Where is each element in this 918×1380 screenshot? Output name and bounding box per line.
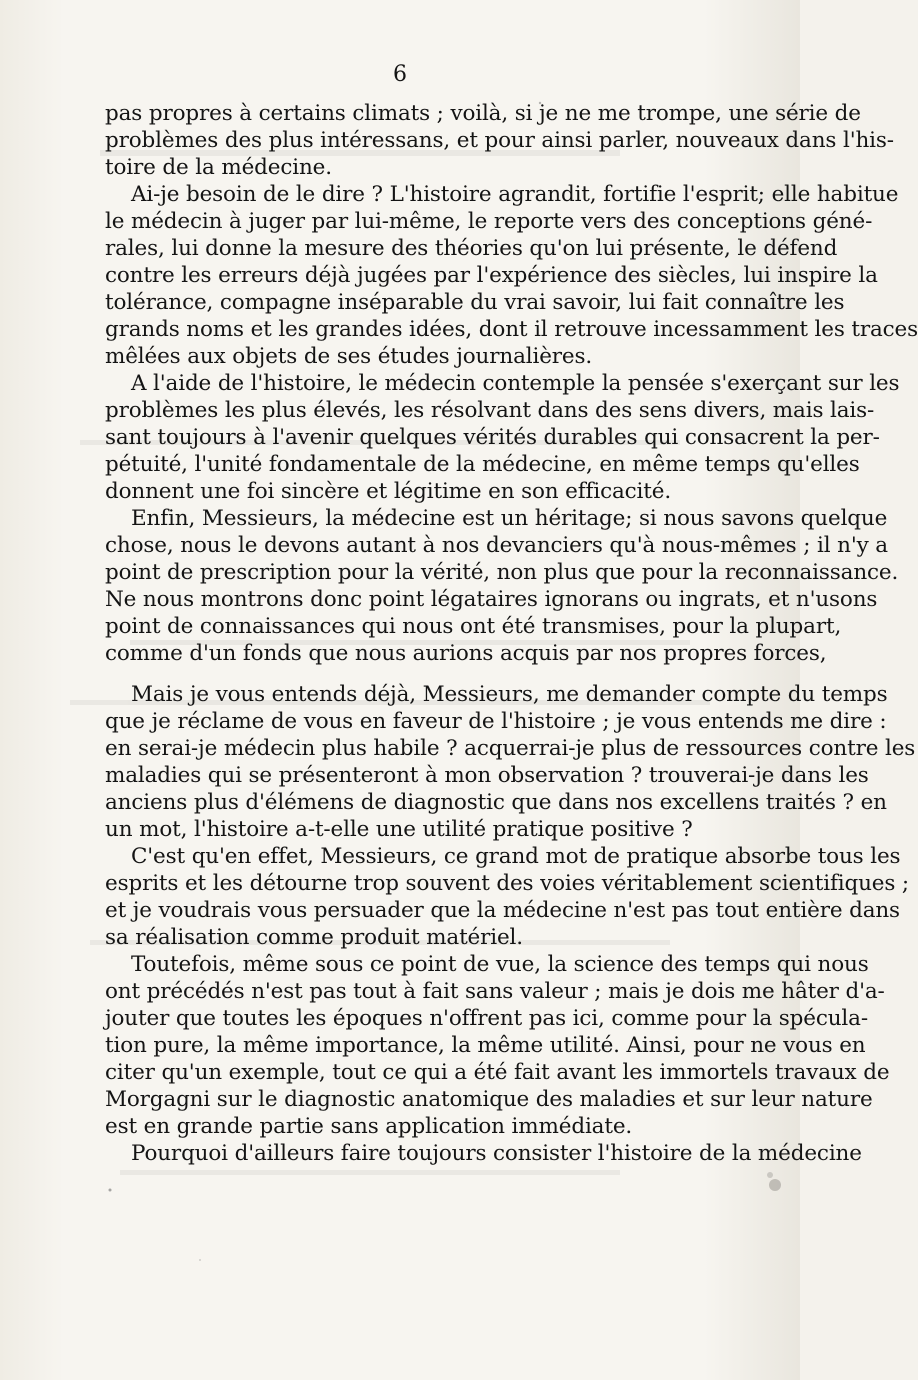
body-text xyxy=(105,100,918,1167)
text-line: comme d'un fonds que nous aurions acquis par nos propres forces, xyxy=(105,641,827,666)
text-line: sa réalisation comme produit matériel. xyxy=(105,925,523,950)
text-line: en serai-je médecin plus habile ? acquerrai-je plus de ressources contre les xyxy=(105,736,916,761)
text-line: Pourquoi d'ailleurs faire toujours consister l'histoire de la médecine xyxy=(131,1141,862,1166)
text-line: anciens plus d'élémens de diagnostic que dans nos excellens traités ? en xyxy=(105,790,887,815)
text-line: rales, lui donne la mesure des théories qu'on lui présente, le défend xyxy=(105,236,838,261)
text-line: A l'aide de l'histoire, le médecin contemple la pensée s'exerçant sur les xyxy=(131,371,900,396)
text-line: C'est qu'en effet, Messieurs, ce grand mot de pratique absorbe tous les xyxy=(131,844,901,869)
text-line: contre les erreurs déjà jugées par l'expérience des siècles, lui inspire la xyxy=(105,263,878,288)
text-line: Ai-je besoin de le dire ? L'histoire agrandit, fortifie l'esprit; elle habitue xyxy=(131,182,899,207)
page-number: 6 xyxy=(393,62,407,87)
text-line: un mot, l'histoire a-t-elle une utilité pratique positive ? xyxy=(105,817,693,842)
text-line: point de connaissances qui nous ont été transmises, pour la plupart, xyxy=(105,614,842,639)
paragraph-gap xyxy=(105,667,745,681)
text-line: problèmes des plus intéressans, et pour ainsi parler, nouveaux dans l'his- xyxy=(105,128,894,153)
text-line: toire de la médecine. xyxy=(105,155,332,180)
text-line: sant toujours à l'avenir quelques vérités durables qui consacrent la per- xyxy=(105,425,880,450)
text-line: tolérance, compagne inséparable du vrai savoir, lui fait connaître les xyxy=(105,290,845,315)
text-line: Toutefois, même sous ce point de vue, la science des temps qui nous xyxy=(131,952,869,977)
text-line: que je réclame de vous en faveur de l'histoire ; je vous entends me dire : xyxy=(105,709,887,734)
text-line: point de prescription pour la vérité, non plus que pour la reconnaissance. xyxy=(105,560,899,585)
text-line: Enfin, Messieurs, la médecine est un héritage; si nous savons quelque xyxy=(131,506,888,531)
text-line: citer qu'un exemple, tout ce qui a été fait avant les immortels travaux de xyxy=(105,1060,890,1085)
text-line: chose, nous le devons autant à nos devanciers qu'à nous-mêmes ; il n'y a xyxy=(105,533,888,558)
text-line: Ne nous montrons donc point légataires ignorans ou ingrats, et n'usons xyxy=(105,587,878,612)
text-line: et je voudrais vous persuader que la médecine n'est pas tout entière dans xyxy=(105,898,900,923)
text-line: Mais je vous entends déjà, Messieurs, me demander compte du temps xyxy=(131,682,888,707)
text-line: pas propres à certains climats ; voilà, si je ne me trompe, une série de xyxy=(105,101,861,126)
text-line: Morgagni sur le diagnostic anatomique des maladies et sur leur nature xyxy=(105,1087,873,1112)
text-line: le médecin à juger par lui-même, le reporte vers des conceptions géné- xyxy=(105,209,873,234)
text-line: donnent une foi sincère et légitime en son efficacité. xyxy=(105,479,672,504)
text-line: jouter que toutes les époques n'offrent pas ici, comme pour la spécula- xyxy=(105,1006,868,1031)
text-line: tion pure, la même importance, la même utilité. Ainsi, pour ne vous en xyxy=(105,1033,866,1058)
text-line: est en grande partie sans application immédiate. xyxy=(105,1114,633,1139)
text-line: mêlées aux objets de ses études journalières. xyxy=(105,344,593,369)
text-line: maladies qui se présenteront à mon observation ? trouverai-je dans les xyxy=(105,763,869,788)
text-line: esprits et les détourne trop souvent des voies véritablement scientifiques ; xyxy=(105,871,910,896)
text-line: pétuité, l'unité fondamentale de la médecine, en même temps qu'elles xyxy=(105,452,860,477)
text-line: grands noms et les grandes idées, dont il retrouve incessamment les traces xyxy=(105,317,918,342)
text-line: problèmes les plus élevés, les résolvant dans des sens divers, mais lais- xyxy=(105,398,875,423)
text-line: ont précédés n'est pas tout à fait sans valeur ; mais je dois me hâter d'a- xyxy=(105,979,885,1004)
